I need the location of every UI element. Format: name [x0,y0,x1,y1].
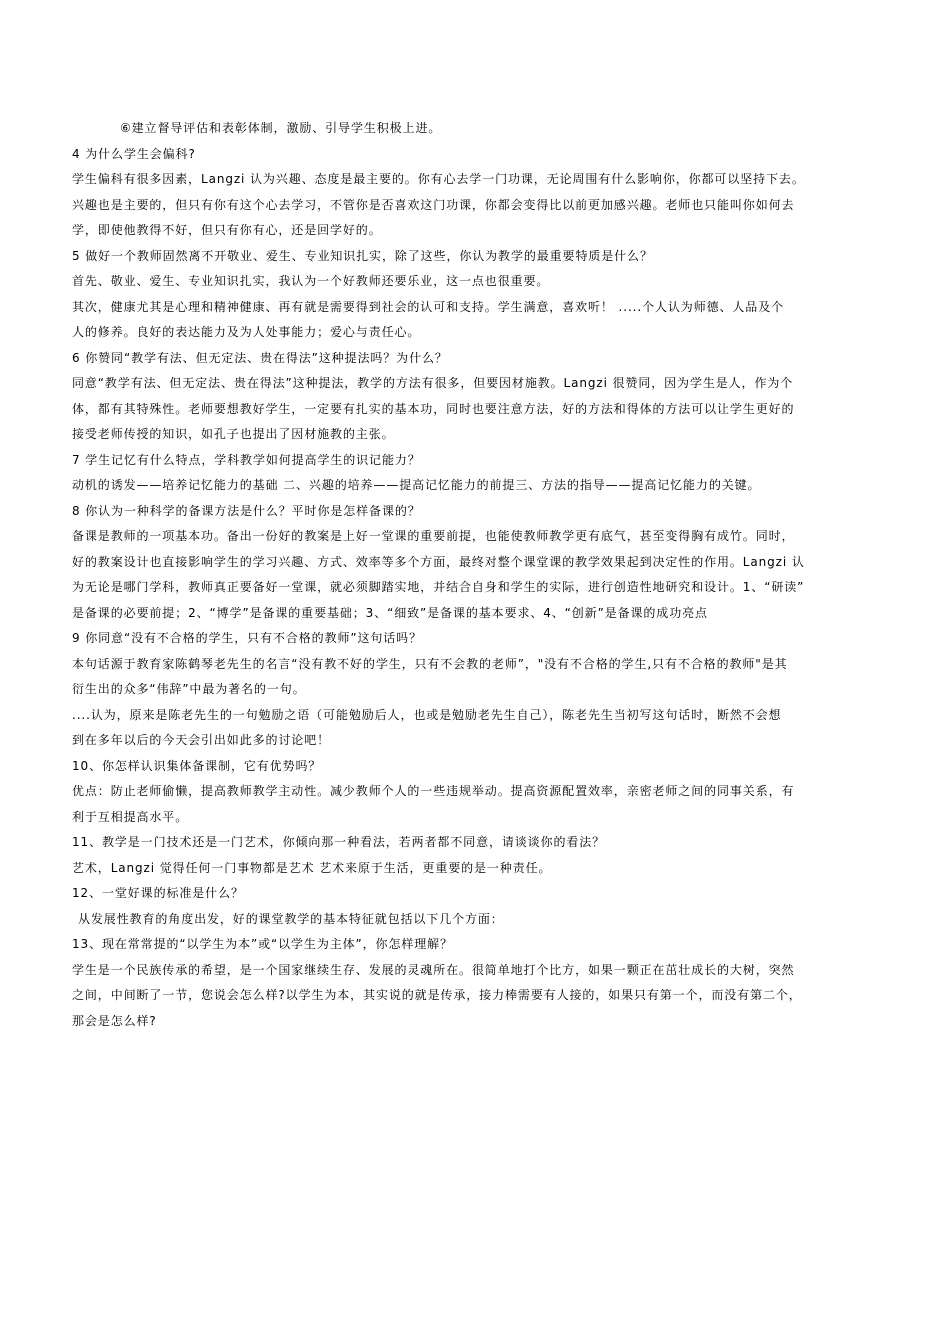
text-line: 学生是一个民族传承的希望，是一个国家继续生存、发展的灵魂所在。很简单地打个比方，如果一颗正在茁壮成长的大树，突然 [72,962,795,977]
text-line: 艺术，Langzi 觉得任何一门事物都是艺术 艺术来原于生活，更重要的是一种责任。 [72,860,552,875]
text-line: 动机的诱发——培养记忆能力的基础 二、兴趣的培养——提高记忆能力的前提三、方法的指导——提高记忆能力的关键。 [72,478,761,492]
text-line: 从发展性教育的角度出发，好的课堂教学的基本特征就包括以下几个方面： [78,911,504,926]
text-line: 好的教案设计也直接影响学生的学习兴趣、方式、效率等多个方面，最终对整个课堂课的教学效果起到决定性的作用。Langzi 认 [72,554,805,569]
text-line: 学，即使他教得不好，但只有你有心，还是回学好的。 [72,223,382,237]
question-heading: 7 学生记忆有什么特点，学科教学如何提高学生的识记能力？ [72,452,421,467]
text-line: 体，都有其特殊性。老师要想教好学生，一定要有扎实的基本功，同时也要注意方法，好的方法和得体的方法可以让学生更好的 [72,401,795,416]
question-heading: 9 你同意“没有不合格的学生，只有不合格的教师”这句话吗？ [72,631,422,645]
question-heading: 10、你怎样认识集体备课制，它有优势吗？ [72,758,322,773]
text-line: 人的修养。良好的表达能力及为人处事能力；爱心与责任心。 [72,325,421,339]
text-line: 优点：防止老师偷懒，提高教师教学主动性。减少教师个人的一些违规举动。提高资源配置效率，亲密老师之间的同事关系，有 [72,784,795,798]
question-heading: 8 你认为一种科学的备课方法是什么？平时你是怎样备课的？ [72,503,421,518]
text-line: 为无论是哪门学科，教师真正要备好一堂课，就必须脚踏实地，并结合自身和学生的实际，进行创造性地研究和设计。1、“研读” [72,580,805,594]
text-line: 同意“教学有法、但无定法、贵在得法”这种提法，教学的方法有很多，但要因材施教。Langzi 很赞同，因为学生是人，作为个 [72,376,794,390]
question-heading: 6 你赞同“教学有法、但无定法、贵在得法”这种提法吗？为什么？ [72,350,448,365]
text-line: 本句话源于教育家陈鹤琴老先生的名言“没有教不好的学生，只有不会教的老师”，"没有不合格的学生,只有不合格的教师"是其 [72,656,788,671]
text-line: ⑥建立督导评估和表彰体制，激励、引导学生积极上进。 [120,121,442,135]
question-heading: 13、现在常常提的“以学生为本”或“以学生为主体”，你怎样理解？ [72,937,453,951]
text-line: 接受老师传授的知识，如孔子也提出了因材施教的主张。 [72,427,395,441]
text-line: 那会是怎么样? [72,1013,157,1028]
text-line: 衍生出的众多“伟辞”中最为著名的一句。 [72,682,306,696]
question-heading: 5 做好一个教师固然离不开敬业、爱生、专业知识扎实，除了这些，你认为教学的最重要特质是什么？ [72,248,653,263]
text-line: 是备课的必要前提；2、“博学”是备课的重要基础；3、“细致”是备课的基本要求、4、“创新”是备课的成功亮点 [72,605,708,620]
question-heading: 11、教学是一门技术还是一门艺术，你倾向那一种看法，若两者都不同意，请谈谈你的看法？ [72,835,606,849]
text-line: 之间，中间断了一节，您说会怎么样?以学生为本，其实说的就是传承，接力棒需要有人接的，如果只有第一个，而没有第二个， [72,988,802,1002]
text-line: 其次，健康尤其是心理和精神健康、再有就是需要得到社会的认可和支持。学生满意，喜欢听！ .....个人认为师德、人品及个 [72,299,784,314]
text-line: ....认为，原来是陈老先生的一句勉励之语（可能勉励后人，也或是勉励老先生自己），陈老先生当初写这句话时，断然不会想 [72,707,782,722]
text-line: 备课是教师的一项基本功。备出一份好的教案是上好一堂课的重要前提，也能使教师教学更有底气，甚至变得胸有成竹。同时， [72,529,795,543]
text-line: 学生偏科有很多因素，Langzi 认为兴趣、态度是最主要的。你有心去学一门功课，无论周围有什么影响你，你都可以坚持下去。 [72,172,805,186]
text-line: 利于互相提高水平。 [72,809,189,824]
document-body [72,116,882,1034]
question-heading: 4 为什么学生会偏科? [72,146,196,161]
text-line: 兴趣也是主要的，但只有你有这个心去学习，不管你是否喜欢这门功课，你都会变得比以前更加感兴趣。老师也只能叫你如何去 [72,197,795,212]
text-line: 到在多年以后的今天会引出如此多的讨论吧！ [72,733,331,747]
question-heading: 12、一堂好课的标准是什么？ [72,886,244,900]
text-line: 首先、敬业、爱生、专业知识扎实，我认为一个好教师还要乐业，这一点也很重要。 [72,274,550,288]
